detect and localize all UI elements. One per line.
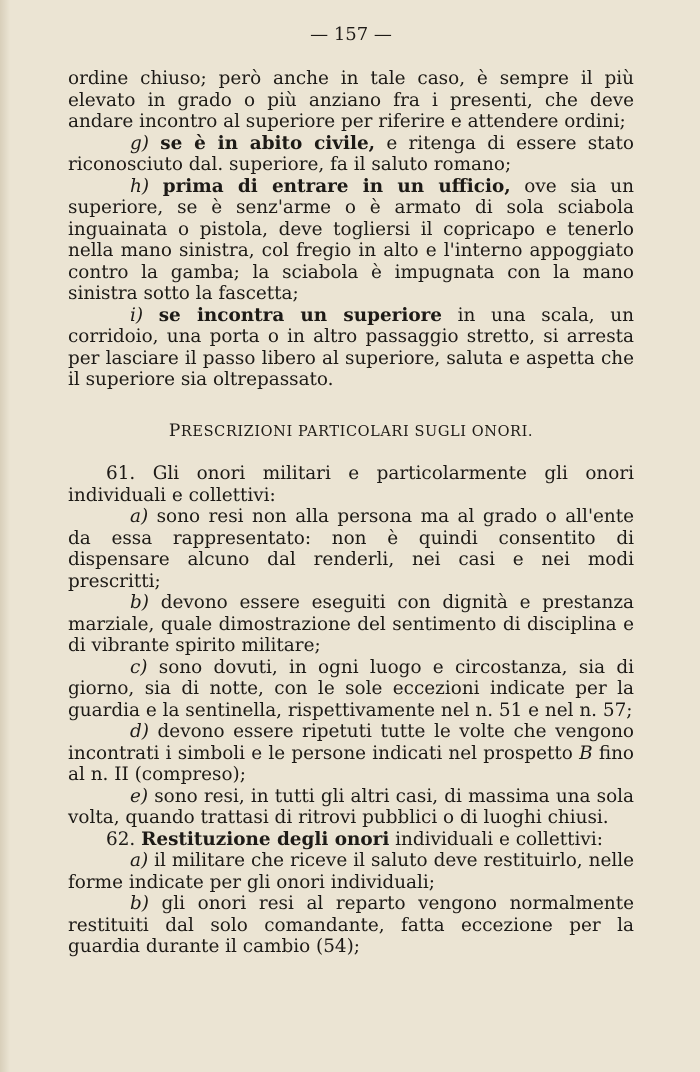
item-letter: g) [130, 132, 149, 154]
item-letter: a) [130, 506, 149, 527]
item-61e [68, 786, 634, 829]
item-61d [68, 721, 634, 786]
item-letter: c) [130, 656, 148, 678]
item-61b [68, 592, 634, 657]
item-text: devono essere ripetuti tutte le volte che vengono incontrati i simboli e le persone indicati nel prospetto [68, 721, 634, 764]
item-text: devono essere eseguiti con dignità e prestanza marziale, quale dimostrazione del sentimento di disciplina e di vibrante spirito militare; [68, 592, 634, 656]
section-intro-text: individuali e collettivi: [389, 828, 603, 850]
item-61c [68, 657, 634, 722]
item-text: gli onori resi al reparto vengono normalmente restituiti dal solo comandante, fatta eccezione per la guardia durante il cambio (54); [68, 893, 634, 957]
item-text: sono dovuti, in ogni luogo e circostanza, sia di giorno, sia di notte, con le sole eccezioni indicate per la guardia e la sentinella, rispettivamente nel n. 51 e nel n. 57; [68, 656, 634, 721]
item-letter: b) [130, 893, 149, 914]
item-62a [68, 850, 634, 893]
section-61-intro: 61. Gli onori militari e particolarmente gli onori individuali e collettivi: [68, 463, 634, 506]
item-letter: d) [130, 721, 149, 742]
item-bold-phrase: se è in abito civile, [160, 132, 376, 154]
section-heading [68, 421, 634, 444]
item-text: e ritenga di essere stato riconosciuto dal. superiore, fa il saluto romano; [68, 132, 634, 175]
item-letter: b) [130, 592, 149, 613]
heading-rest: RESCRIZIONI PARTICOLARI SUGLI ONORI. [180, 423, 534, 440]
page-number: — 157 — [310, 24, 392, 45]
section-62-intro [68, 829, 634, 851]
item-emphasis: B [579, 742, 593, 764]
item-text: sono resi, in tutti gli altri casi, di massima una sola volta, quando trattasi di ritrovi pubblici o di luoghi chiusi. [68, 785, 634, 828]
section-title: Restituzione degli onori [141, 828, 390, 850]
item-61a [68, 506, 634, 592]
item-letter: i) [130, 304, 144, 326]
item-text: il militare che riceve il saluto deve restituirlo, nelle forme indicate per gli onori individuali; [68, 850, 634, 893]
page-edge [0, 0, 10, 1072]
heading-initial: P [168, 420, 181, 441]
section-number: 62. [106, 828, 142, 850]
item-bold-phrase: se incontra un superiore [158, 304, 442, 326]
item-text: ove sia un superiore, se è senz'arme o è armato di sola sciabola inguainata o pistola, deve togliersi il copricapo e tenerlo nella mano sinistra, col fregio in alto e l'interno appoggiato contro la gamba; la sciabola è impugnata con la mano sinistra sotto la fascetta; [68, 175, 634, 304]
item-h [68, 176, 634, 305]
item-text: in una scala, un corridoio, una porta o in altro passaggio stretto, si arresta per lasciare il passo libero al superiore, saluta e aspetta che il superiore sia oltrepassato. [68, 304, 634, 390]
item-62b [68, 893, 634, 958]
page-content [68, 24, 634, 958]
item-bold-phrase: prima di entrare in un ufficio, [162, 175, 511, 197]
item-i [68, 305, 634, 391]
item-text: sono resi non alla persona ma al grado o all'ente da essa rappresentato: non è quindi consentito di dispensare alcuno dal renderli, nei casi e nei modi prescritti; [68, 506, 634, 592]
item-text: fino al n. II (compreso); [68, 742, 635, 785]
paragraph-continuation: ordine chiuso; però anche in tale caso, è sempre il più elevato in grado o più anziano fra i presenti, che deve andare incontro al superiore per riferire e attendere ordini; [68, 68, 634, 132]
item-letter: e) [130, 785, 149, 807]
item-letter: h) [130, 175, 150, 197]
item-g [68, 133, 634, 176]
item-letter: a) [130, 850, 149, 871]
